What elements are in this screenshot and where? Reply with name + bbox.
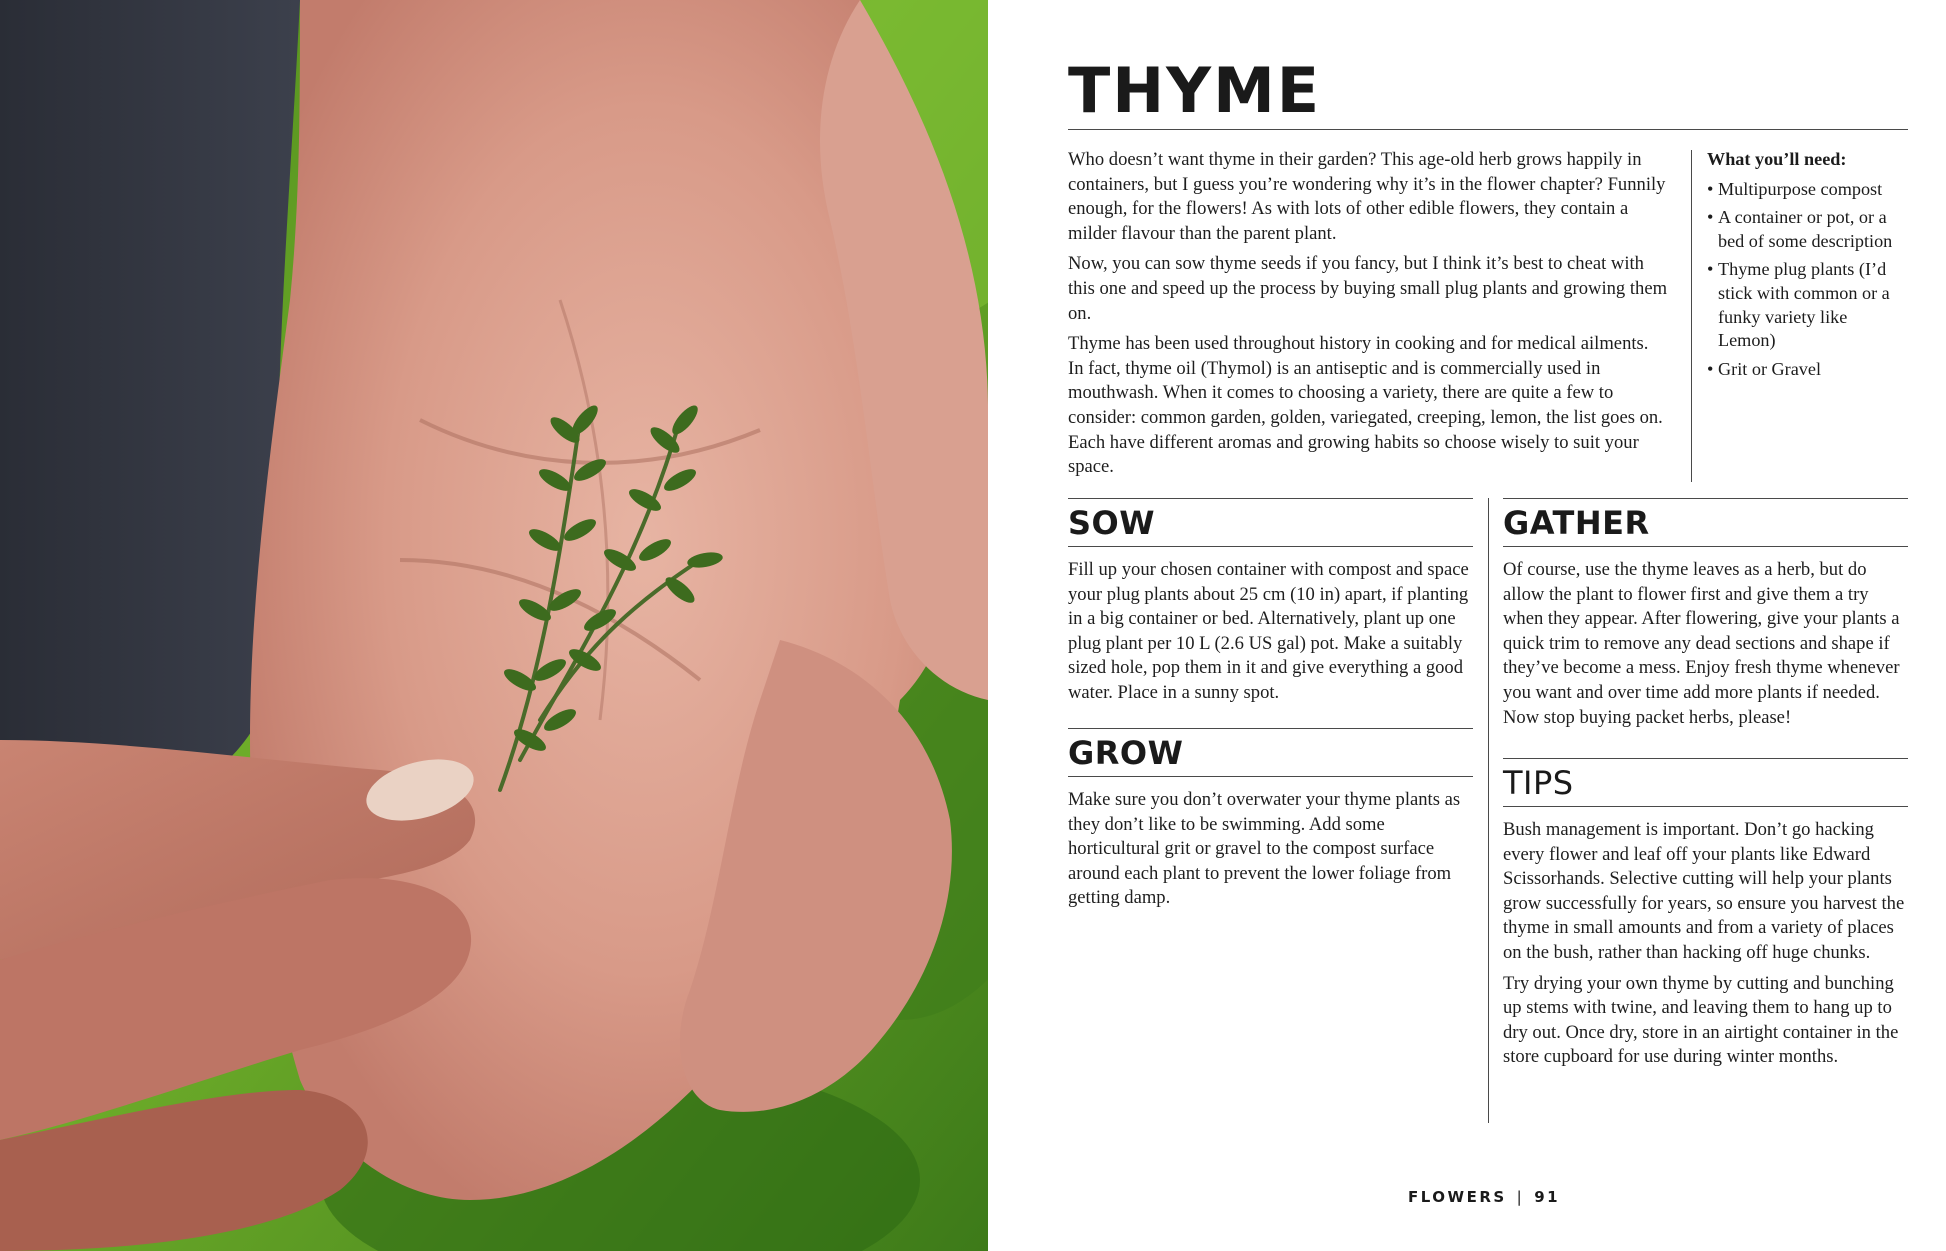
needs-item: • Thyme plug plants (I’d stick with common or a funky variety like Lemon) <box>1707 258 1907 352</box>
gather-heading: GATHER <box>1503 504 1650 542</box>
gather-bottom-rule <box>1503 546 1908 547</box>
page-footer <box>1408 1188 1560 1206</box>
page-title: THYME <box>1068 54 1322 127</box>
grow-top-rule <box>1068 728 1473 729</box>
needs-title: What you’ll need: <box>1707 149 1847 169</box>
tips-heading: TIPS <box>1503 764 1574 802</box>
sow-top-rule <box>1068 498 1473 499</box>
needs-item: • Multipurpose compost <box>1707 178 1907 202</box>
sow-bottom-rule <box>1068 546 1473 547</box>
needs-item: • A container or pot, or a bed of some description <box>1707 206 1907 253</box>
page-number: 91 <box>1534 1188 1561 1206</box>
gather-paragraph: Of course, use the thyme leaves as a herb, but do allow the plant to flower first and give them a try when they appear. After flowering, give your plants a quick trim to remove any dead sections and shape if they’ve become a mess. Enjoy fresh thyme whenever you want and over time add more plants if needed. Now stop buying packet herbs, please! <box>1503 559 1900 728</box>
sow-paragraph: Fill up your chosen container with compost and space your plug plants about 25 cm (10 in) apart, if planting in a big container or bed. Alternatively, plant up one plug plant per 10 L (2.6 US gal) pot. Make a suitably sized hole, pop them in it and give everything a good water. Place in a sunny spot. <box>1068 559 1469 703</box>
tips-text <box>1503 818 1908 1076</box>
tips-bottom-rule <box>1503 806 1908 807</box>
grow-heading: GROW <box>1068 734 1184 772</box>
sow-heading: SOW <box>1068 504 1156 542</box>
column-divider <box>1488 498 1489 1123</box>
title-rule <box>1068 129 1908 130</box>
recipe-page <box>1068 0 1908 1251</box>
gather-top-rule <box>1503 498 1908 499</box>
needs-divider <box>1691 150 1692 482</box>
intro-paragraph: Now, you can sow thyme seeds if you fancy, but I think it’s best to cheat with this one and speed up the process by buying small plug plants and growing them on. <box>1068 253 1668 324</box>
intro-paragraph: Who doesn’t want thyme in their garden? This age-old herb grows happily in containers, but I guess you’re wondering why it’s in the flower chapter? Funnily enough, for the flowers! As with lots of other edible flowers, they contain a milder flavour than the parent plant. <box>1068 149 1666 244</box>
tips-paragraph: Try drying your own thyme by cutting and bunching up stems with twine, and leaving them to hang up to dry out. Once dry, store in an airtight container in the store cupboard for use during winter months. <box>1503 972 1899 1068</box>
what-you-need-box <box>1707 148 1907 386</box>
tips-paragraph: Bush management is important. Don’t go hacking every flower and leaf off your plants like Edward Scissorhands. Selective cutting will help your plants grow successfully for years, so ensure you harvest the thyme in small amounts and from a variety of places on the bush, rather than hacking off huge chunks. <box>1503 819 1905 963</box>
intro-paragraph: Thyme has been used throughout history in cooking and for medical ailments. In fact, thyme oil (Thymol) is an antiseptic and is commercially used in mouthwash. When it comes to choosing a variety, there are quite a few to consider: common garden, golden, variegated, creeping, lemon, the list goes on. Each have different aromas and growing habits so choose wisely to suit your space. <box>1068 333 1663 478</box>
needs-list <box>1707 178 1907 382</box>
footer-section: FLOWERS <box>1408 1188 1507 1206</box>
grow-text <box>1068 788 1473 917</box>
grow-paragraph: Make sure you don’t overwater your thyme plants as they don’t like to be swimming. Add some horticultural grit or gravel to the compost surface around each plant to prevent the lower foliage from getting damp. <box>1068 789 1461 909</box>
tips-top-rule <box>1503 758 1908 759</box>
intro-text <box>1068 148 1668 486</box>
gather-text <box>1503 558 1908 736</box>
needs-item: • Grit or Gravel <box>1707 358 1907 382</box>
sow-text <box>1068 558 1473 712</box>
grow-bottom-rule <box>1068 776 1473 777</box>
footer-separator: | <box>1516 1188 1525 1206</box>
